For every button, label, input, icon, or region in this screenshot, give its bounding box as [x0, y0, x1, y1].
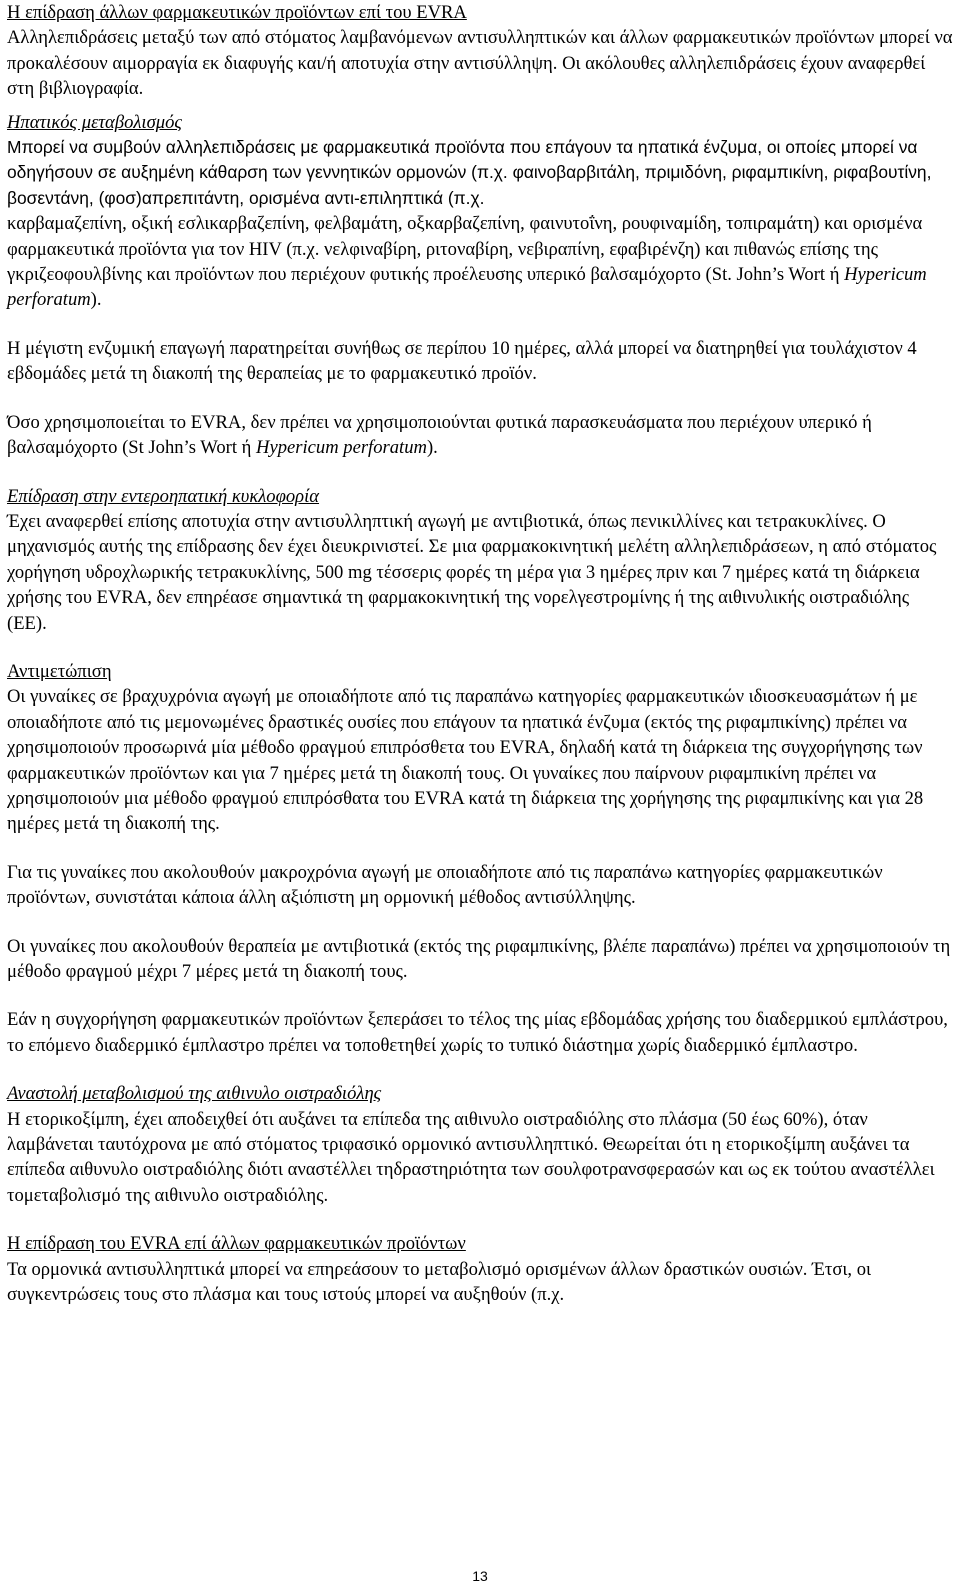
spacer [7, 636, 953, 659]
spacer [7, 387, 953, 410]
document-body [7, 0, 953, 1307]
herbal-text: Όσο χρησιμοποιείται το EVRA, δεν πρέπει να χρησιμοποιούνται φυτικά παρασκευάσματα που περιέχουν υπερικό ή βαλσαμόχορτο (St John’s Wort ή [7, 411, 872, 459]
spacer [7, 461, 953, 484]
spacer [7, 837, 953, 860]
page-number: 13 [472, 1568, 488, 1584]
hepatic-latin-name: Hypericum perforatum [7, 264, 927, 311]
spacer [7, 1208, 953, 1231]
paragraph-inhibition: Η ετορικοξίμπη, έχει αποδειχθεί ότι αυξάνει τα επίπεδα της αιθινυλο οιστραδιόλης στο πλάσμα (50 έως 60%), όταν λαμβάνεται ταυτόχρονα με από στόματος τριφασικό ορμονικό αντισυλληπτικό. Θεωρείται ότι η ετορικοξίμπη αυξάνει τα επίπεδα αιθυνυλο οιστραδιόλης διότι αναστέλλει τηδραστηριότητα των σουλφοτρανσφερασών και ως εκ τούτου αναστέλλει τομεταβολισμό της αιθινυλο οιστραδιόλης. [7, 1108, 935, 1206]
paragraph-herbal [7, 410, 953, 461]
section-heading-management: Αντιμετώπιση [7, 660, 112, 682]
hepatic-text: καρβαμαζεπίνη, οξική εσλικαρβαζεπίνη, φελβαμάτη, οξκαρβαζεπίνη, φαινυτοΐνη, ρουφιναμίδη, τοπιραμάτη) και ορισμένα φαρμακευτικά προϊόντα για τον HIV (π.χ. νελφιναβίρη, ριτοναβίρη, νεβιραπίνη, εφαβιρένζη) και πιθανώς επίσης της γκριζεοφουλβίνης και προϊόντων που περιέχουν φυτικής προέλευσης υπερικό βαλσαμόχορτο (St. John’s Wort ή [7, 213, 923, 286]
paragraph-antibiotics: Οι γυναίκες που ακολουθούν θεραπεία με αντιβιοτικά (εκτός της ριφαμπικίνης, βλέπε παραπάνω) πρέπει να χρησιμοποιούν τη μέθοδο φραγμού μέχρι 7 μέρες μετά τη διακοπή τους. [7, 935, 951, 982]
paragraph-hepatic-sans: Μπορεί να συμβούν αλληλεπιδράσεις με φαρμακευτικά προϊόντα που επάγουν τα ηπατικά ένζυμα, οι οποίες μπορεί να οδηγήσουν σε αυξημένη κάθαρση των γεννητικών ορμονών (π.χ. φαινοβαρβιτάλη, πριμιδόνη, ριφαμπικίνη, ριφαβουτίνη, βοσεντάνη, (φοσ)απρεπιτάντη, ορισμένα αντι-επιληπτικά (π.χ. [7, 137, 932, 208]
paragraph-induction: Η μέγιστη ενζυμική επαγωγή παρατηρείται συνήθως σε περίπου 10 ημέρες, αλλά μπορεί να διατηρηθεί για τουλάχιστον 4 εβδομάδες μετά τη διακοπή της θεραπείας με το φαρμακευτικό προϊόν. [7, 337, 917, 385]
spacer [7, 102, 953, 110]
paragraph-long-term: Για τις γυναίκες που ακολουθούν μακροχρόνια αγωγή με οποιαδήποτε από τις παραπάνω κατηγορίες φαρμακευτικών προϊόντων, συνιστάται κάποια άλλη αξιόπιστη μη ορμονική μέθοδος αντισύλληψης. [7, 861, 883, 909]
section-heading-enterohepatic: Επίδραση στην εντεροηπατική κυκλοφορία [7, 485, 320, 507]
paragraph-beyond-week: Εάν η συγχορήγηση φαρμακευτικών προϊόντων ξεπεράσει το τέλος της μίας εβδομάδας χρήσης του διαδερμικού εμπλάστρου, το επόμενο διαδερμικό έμπλαστρο πρέπει να τοποθετηθεί χωρίς το τυπικό διάστημα χωρίς διαδερμικό έμπλαστρο. [7, 1009, 948, 1056]
spacer [7, 313, 953, 336]
spacer [7, 984, 953, 1007]
section-heading-inhibition: Αναστολή μεταβολισμού της αιθινυλο οιστραδιόλης [7, 1083, 382, 1105]
paragraph-management: Οι γυναίκες σε βραχυχρόνια αγωγή με οποιαδήποτε από τις παραπάνω κατηγορίες φαρμακευτικών ιδιοσκευασμάτων ή με οποιαδήποτε από τις μεμονωμένες δραστικές ουσίες που επάγουν τα ηπατικά ένζυμα (εκτός της ριφαμπικίνης) πρέπει να χρησιμοποιούν προσωρινά μία μέθοδο φραγμού επιπρόσθετα του EVRA, δηλαδή κατά τη διάρκεια της συγχορήγησης των φαρμακευτικών προϊόντων και για 7 ημέρες μετά τη διακοπή τους. Οι γυναίκες που παίρνουν ριφαμπικίνη πρέπει να χρησιμοποιούν μια μέθοδο φραγμού επιπρόσθατα του EVRA κατά τη διάρκεια της χορήγησης της ριφαμπικίνης και για 28 ημέρες μετά τη διακοπή της. [7, 686, 924, 835]
paragraph-hepatic-serif [7, 211, 953, 313]
section-heading-evra-effect: Η επίδραση του EVRA επί άλλων φαρμακευτικών προϊόντων [7, 1233, 466, 1255]
paragraph-enterohepatic: Έχει αναφερθεί επίσης αποτυχία στην αντισυλληπτική αγωγή με αντιβιοτικά, όπως πενικιλλίνες και τετρακυκλίνες. Ο μηχανισμός αυτής της επίδρασης δεν έχει διευκρινιστεί. Σε μια φαρμακοκινητική μελέτη αλληλεπιδράσεων, η από στόματος χορήγηση υδροχλωρικής τετρακυκλίνης, 500 mg τέσσερις φορές τη μέρα για 3 ημέρες πριν και 7 ημέρες κατά τη διάρκεια χρήσης του EVRA, δεν επηρέασε σημαντικά τη φαρμακοκινητική της νορελγεστρομίνης ή της αιθινυλικής οιστραδιόλης (ΕΕ). [7, 510, 937, 634]
section-heading-evra-interactions: Η επίδραση άλλων φαρμακευτικών προϊόντων επί του EVRA [7, 2, 467, 23]
spacer [7, 911, 953, 934]
spacer [7, 1058, 953, 1081]
paragraph-evra-effect: Τα ορμονικά αντισυλληπτικά μπορεί να επηρεάσουν το μεταβολισμό ορισμένων άλλων δραστικών ουσιών. Έτσι, οι συγκεντρώσεις τους στο πλάσμα και τους ιστούς μπορεί να αυξηθούν (π.χ. [7, 1258, 872, 1306]
paragraph-evra-interactions: Αλληλεπιδράσεις μεταξύ των από στόματος λαμβανόμενων αντισυλληπτικών και άλλων φαρμακευτικών προϊόντων μπορεί να προκαλέσουν αιμορραγία εκ διαφυγής και/ή αποτυχία στην αντισύλληψη. Οι ακόλουθες αλληλεπιδράσεις έχουν αναφερθεί στη βιβλιογραφία. [7, 27, 953, 100]
herbal-end: ). [426, 437, 438, 459]
hepatic-end: ). [90, 289, 102, 311]
section-heading-hepatic: Ηπατικός μεταβολισμός [7, 111, 182, 133]
herbal-latin-name: Hypericum perforatum [256, 437, 427, 459]
